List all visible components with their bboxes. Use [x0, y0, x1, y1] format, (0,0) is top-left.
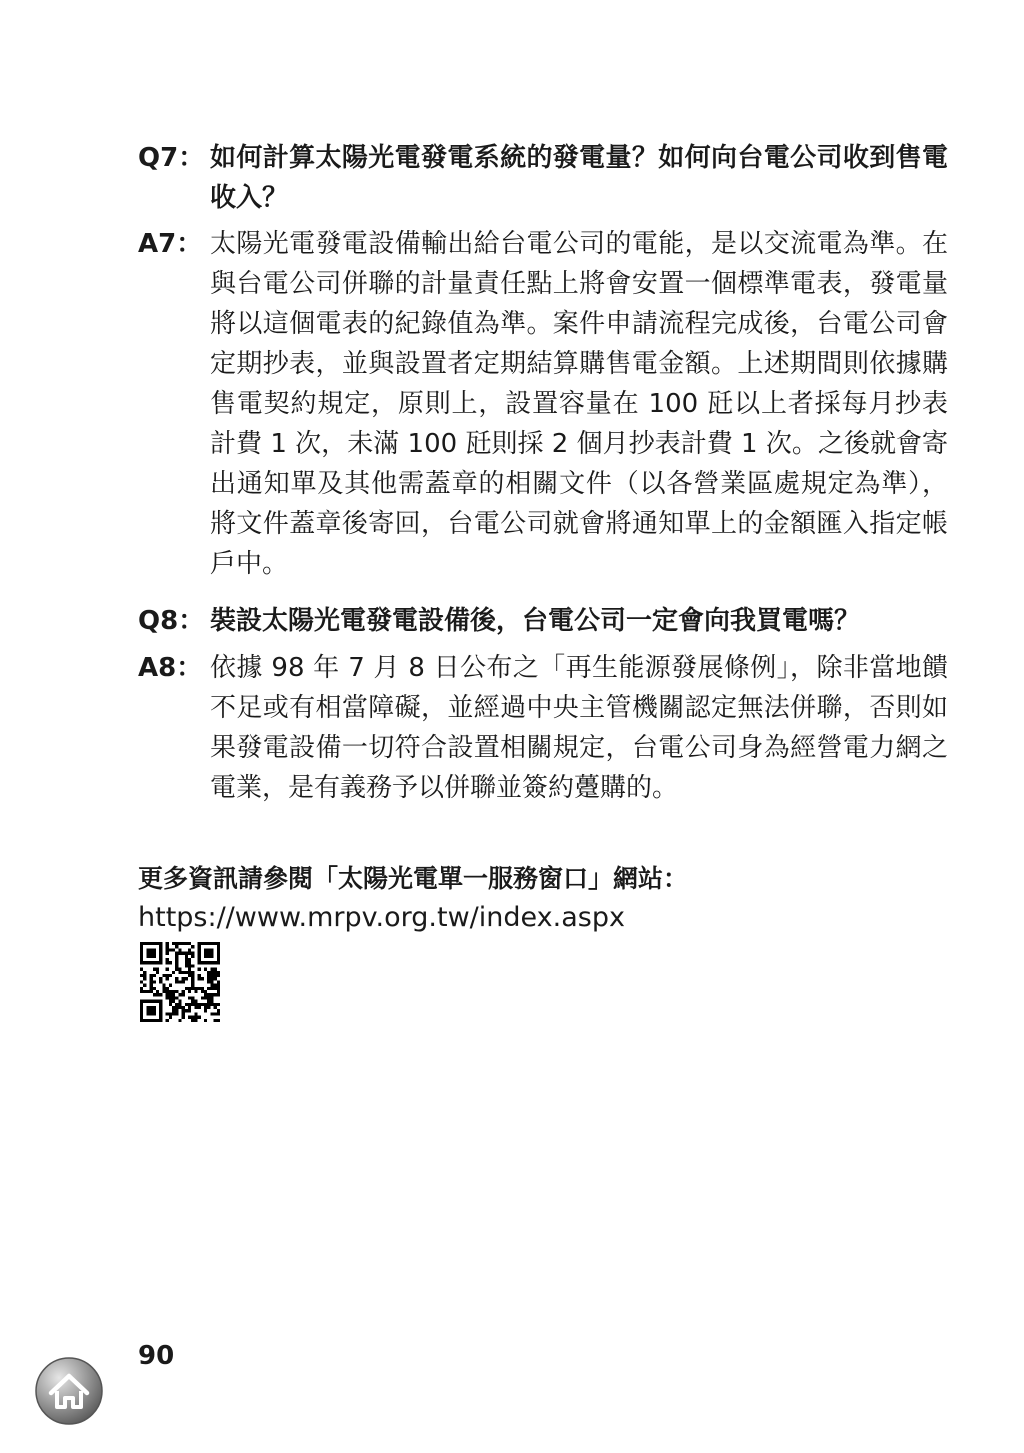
answer-text-a7: 太陽光電發電設備輸出給台電公司的電能，是以交流電為準。在與台電公司併聯的計量責任點上將會安置一個標準電表，發電量將以這個電表的紀錄值為準。案件申請流程完成後，台電公司會定期抄表，並與設置者定期結算購售電金額。上述期間則依據購售電契約規定，原則上，設置容量在 100 瓩以上者採每月抄表計費 1 次，未滿 100 瓩則採 2 個月抄表計費 1 次。之後就會寄出通知單及其他需蓋章的相關文件（以各營業區處規定為準），將文件蓋章後寄回，台電公司就會將通知單上的金額匯入指定帳戶中。 [210, 229, 948, 579]
question-text-q7: 如何計算太陽光電發電系統的發電量？如何向台電公司收到售電收入？ [210, 143, 948, 213]
more-info-url[interactable]: https://www.mrpv.org.tw/index.aspx [138, 902, 625, 933]
answer-text-a8: 依據 98 年 7 月 8 日公布之「再生能源發展條例」，除非當地饋不足或有相當障礙，並經過中央主管機關認定無法併聯，否則如果發電設備一切符合設置相關規定，台電公司身為經營電力網之電業，是有義務予以併聯並簽約躉購的。 [210, 653, 948, 803]
question-q8 [138, 601, 948, 641]
home-button[interactable] [34, 1356, 104, 1426]
qr-code-icon [140, 942, 220, 1022]
answer-label-a8: A8： [138, 653, 203, 683]
more-info-heading: 更多資訊請參閱「太陽光電單一服務窗口」網站： [138, 864, 689, 893]
question-label-q7: Q7： [138, 143, 205, 173]
answer-a7 [138, 224, 948, 584]
question-label-q8: Q8： [138, 606, 205, 636]
question-q7 [138, 138, 948, 218]
answer-a8 [138, 648, 948, 808]
answer-label-a7: A7： [138, 229, 203, 259]
page-number: 90 [138, 1341, 175, 1371]
question-text-q8: 裝設太陽光電發電設備後，台電公司一定會向我買電嗎？ [210, 606, 861, 636]
